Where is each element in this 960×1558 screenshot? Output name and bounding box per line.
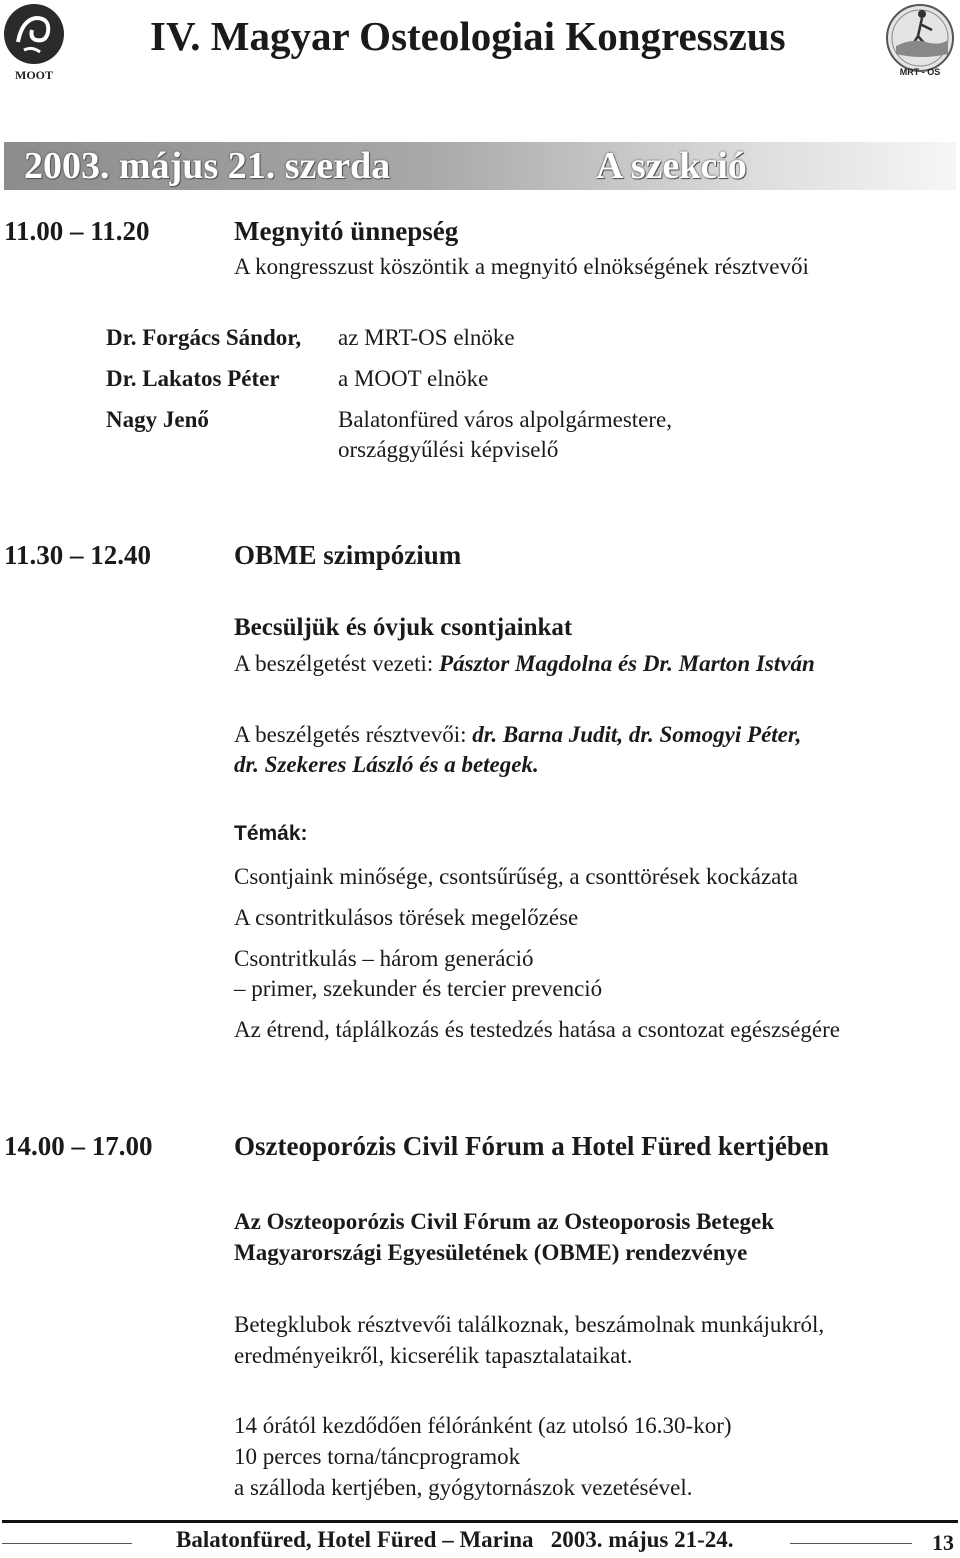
speaker-role: a MOOT elnöke (338, 366, 489, 391)
topics-label: Témák: (234, 822, 308, 845)
organizer-line: Magyarországi Egyesületének (OBME) rendezvénye (234, 1240, 748, 1265)
moot-logo (2, 2, 66, 82)
footer-divider (790, 1543, 912, 1544)
speaker-role-continued: országgyűlési képviselő (338, 437, 559, 462)
date-section-bar (4, 142, 956, 190)
organizer-line: Az Oszteoporózis Civil Fórum az Osteoporosis Betegek (234, 1209, 774, 1234)
moderator-line (234, 651, 815, 677)
topic-item-continued: – primer, szekunder és tercier prevenció (234, 976, 603, 1001)
speaker-role: Balatonfüred város alpolgármestere, (338, 407, 673, 432)
footer-divider (2, 1543, 132, 1544)
footer-rule (2, 1520, 958, 1523)
participant-names: dr. Barna Judit, dr. Somogyi Péter, (472, 722, 802, 747)
topic-item: Az étrend, táplálkozás és testedzés hatása a csontozat egészségére (234, 1017, 841, 1042)
participant-names-continued: dr. Szekeres László és a betegek. (234, 752, 539, 777)
participants-label: A beszélgetés résztvevői: (234, 722, 473, 747)
description-line: Betegklubok résztvevői találkoznak, beszámolnak munkájukról, (234, 1312, 825, 1337)
moderator-names: Pásztor Magdolna és Dr. Marton István (439, 651, 815, 676)
session1-subtitle: A kongresszust köszöntik a megnyitó elnökségének résztvevői (234, 254, 809, 279)
speaker-name: Dr. Forgács Sándor, (106, 325, 302, 350)
moderator-label: A beszélgetést vezeti: (234, 651, 440, 676)
session1-title: Megnyitó ünnepség (234, 216, 459, 246)
talk-title: Becsüljük és óvjuk csontjainkat (234, 614, 573, 641)
moot-logo-text: MOOT (15, 68, 53, 82)
session-date: 2003. május 21. szerda (24, 145, 391, 187)
description-line: eredményeikről, kicserélik tapasztalataikat. (234, 1343, 633, 1368)
mrt-os-logo-text: MRT - OS (899, 67, 941, 77)
topic-item: A csontritkulásos törések megelőzése (234, 905, 579, 930)
section-name: A szekció (596, 145, 747, 187)
session1-time: 11.00 – 11.20 (4, 216, 150, 246)
page-number: 13 (932, 1530, 954, 1555)
session3-title: Oszteoporózis Civil Fórum a Hotel Füred kertjében (234, 1131, 829, 1161)
session2-time: 11.30 – 12.40 (4, 540, 152, 570)
schedule-line: 14 órától kezdődően félóránként (az utolsó 16.30-kor) (234, 1413, 732, 1438)
topic-item: Csontjaink minősége, csontsűrűség, a csonttörések kockázata (234, 864, 798, 889)
speaker-role: az MRT-OS elnöke (338, 325, 515, 350)
session3-time: 14.00 – 17.00 (4, 1131, 153, 1161)
topic-item: Csontritkulás – három generáció (234, 946, 534, 971)
footer-venue-dates: Balatonfüred, Hotel Füred – Marina 2003. május 21-24. (176, 1527, 734, 1552)
participants-line (234, 722, 801, 748)
session2-title: OBME szimpózium (234, 540, 462, 570)
page-title: IV. Magyar Osteologiai Kongresszus (150, 13, 786, 59)
mrt-os-logo (882, 2, 958, 82)
speaker-name: Nagy Jenő (106, 407, 209, 432)
schedule-line: a szálloda kertjében, gyógytornászok vezetésével. (234, 1475, 693, 1500)
schedule-line: 10 perces torna/táncprogramok (234, 1444, 521, 1469)
speaker-name: Dr. Lakatos Péter (106, 366, 280, 391)
